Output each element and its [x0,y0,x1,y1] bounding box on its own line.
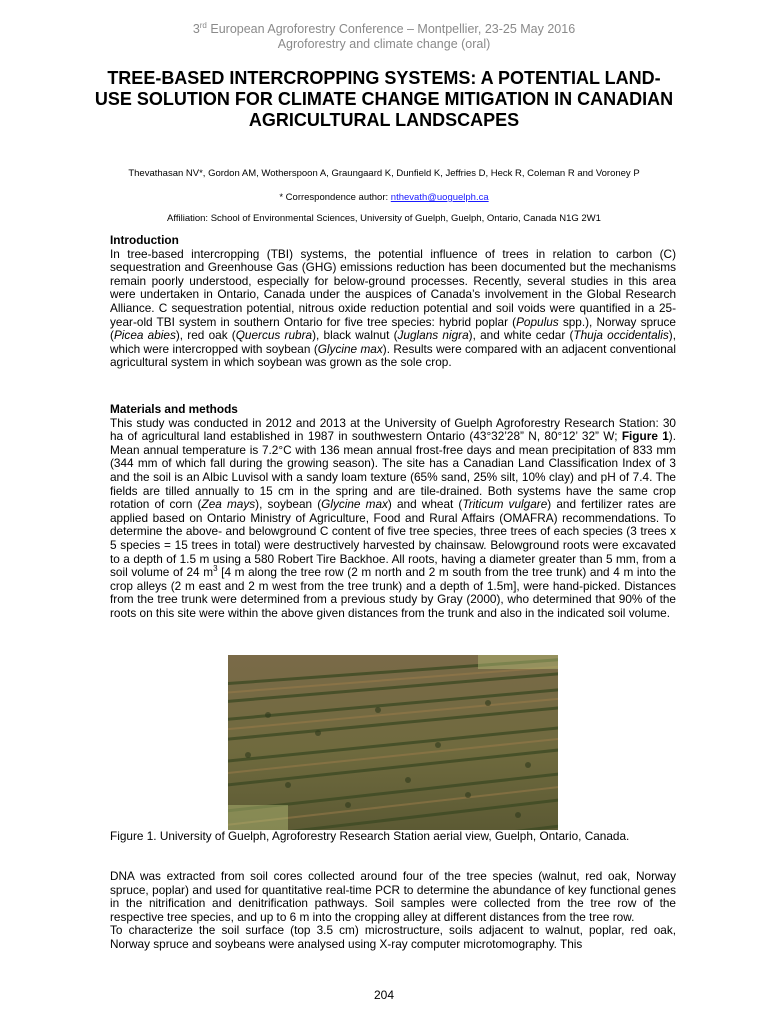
paper-title: TREE-BASED INTERCROPPING SYSTEMS: A POTENTIAL LAND-USE SOLUTION FOR CLIMATE CHANGE MITIGATION IN CANADIAN AGRICULTURAL LANDSCAPES [94,68,674,130]
session-line: Agroforestry and climate change (oral) [277,37,491,51]
figure-reference: Figure 1 [621,429,669,444]
dna-section [110,870,676,952]
affiliation: Affiliation: School of Environmental Sciences, University of Guelph, Guelph, Ontario, Canada N1G 2W1 [167,213,601,224]
correspondence-label: * Correspondence author: [279,192,391,203]
conference-line [0,22,768,37]
correspondence-line [0,192,768,203]
introduction-section [110,234,676,370]
author-list: Thevathasan NV*, Gordon AM, Wotherspoon A, Graungaard K, Dunfield K, Jeffries D, Heck R, Coleman R and Voroney P [128,168,640,179]
conference-header [0,22,768,52]
methods-heading: Materials and methods [110,402,238,416]
aerial-field-image [228,655,558,830]
conf-name: European Agroforestry Conference – Montpellier, 23-25 May 2016 [206,22,576,36]
dna-paragraph: DNA was extracted from soil cores collected around four of the tree species (walnut, red oak, Norway spruce, poplar) and used for quantitative real-time PCR to determine the abundance of key functional genes in the nitrification and denitrification pathways. Soil samples were collected from the tree row of the respective tree species, and up to 6 m into the cropping alley at different distances from the tree row. [110,869,676,924]
aerial-photo [228,655,558,830]
introduction-paragraph: In tree-based intercropping (TBI) systems, the potential influence of trees in relation to carbon (C) sequestration and Greenhouse Gas (GHG) emissions reduction has been documented but the mechanisms remain poorly understood, especially for below-ground processes. Recently, several studies in this area were undertaken in Ontario, Canada under the auspices of Canada’s involvement in the Global Research Alliance. C sequestration potential, nitrous oxide reduction potential and soil voids were quantified in a 25-year-old TBI system in southern Ontario for five tree species: hybrid poplar (Populus spp.), Norway spruce (Picea abies), red oak (Quercus rubra), black walnut (Juglans nigra), and white cedar (Thuja occidentalis), which were intercropped with soybean (Glycine max). Results were compared with an adjacent conventional agricultural system in which soybean was grown as the sole crop. [110,246,676,370]
correspondence-email-link[interactable]: nthevath@uoguelph.ca [390,192,489,203]
xray-paragraph: To characterize the soil surface (top 3.5 cm) microstructure, soils adjacent to walnut, poplar, red oak, Norway spruce and soybeans were analysed using X-ray computer microtomography. This [110,923,676,951]
page-number: 204 [373,988,395,1002]
methods-section [110,403,676,621]
methods-paragraph: This study was conducted in 2012 and 2013 at the University of Guelph Agroforestry Research Station: 30 ha of agricultural land established in 1987 in southwestern Ontario (43°32’28” N, 80°12’ 32” W; Figure 1). Mean annual temperature is 7.2°C with 136 mean annual frost-free days and mean precipitation of 833 mm (344 mm of which fall during the growing season). The site has a Canadian Land Classification Index of 3 and the soil is an Albic Luvisol with a sandy loam texture (65% sand, 25% silt, 10% clay) and pH of 7.4. The fields are tilled annually to 15 cm in the spring and are tile-drained. Both systems have the same crop rotation of corn (Zea mays), soybean (Glycine max) and wheat (Triticum vulgare) and fertilizer rates are applied based on Ontario Ministry of Agriculture, Food and Rural Affairs (OMAFRA) recommendations. To determine the above- and belowground C content of five tree species, three trees of each species (3 trees x 5 species = 15 trees in total) were destructively harvested by chainsaw. Belowground roots were excavated to a depth of 1.5 m using a 580 Robert Tire Backhoe. All roots, having a diameter greater than 5 mm, from a soil volume of 24 $m^3$ [4 m along the tree row (2 m north and 2 m south from the tree trunk) and 4 m into the crop alleys (2 m east and 2 m west from the tree trunk) and a depth of 1.5m], were hand-picked. Distances from the tree trunk were determined from a previous study by Gray (2000), who determined that 90% of the roots on this site were within the above given distances from the trunk and also in the indicated soil volume. [110,415,676,620]
conf-ordinal: rd [199,20,207,30]
introduction-heading: Introduction [110,233,179,247]
conf-number: 3 [192,22,200,36]
figure-caption: Figure 1. University of Guelph, Agroforestry Research Station aerial view, Guelph, Ontario, Canada. [110,829,630,843]
